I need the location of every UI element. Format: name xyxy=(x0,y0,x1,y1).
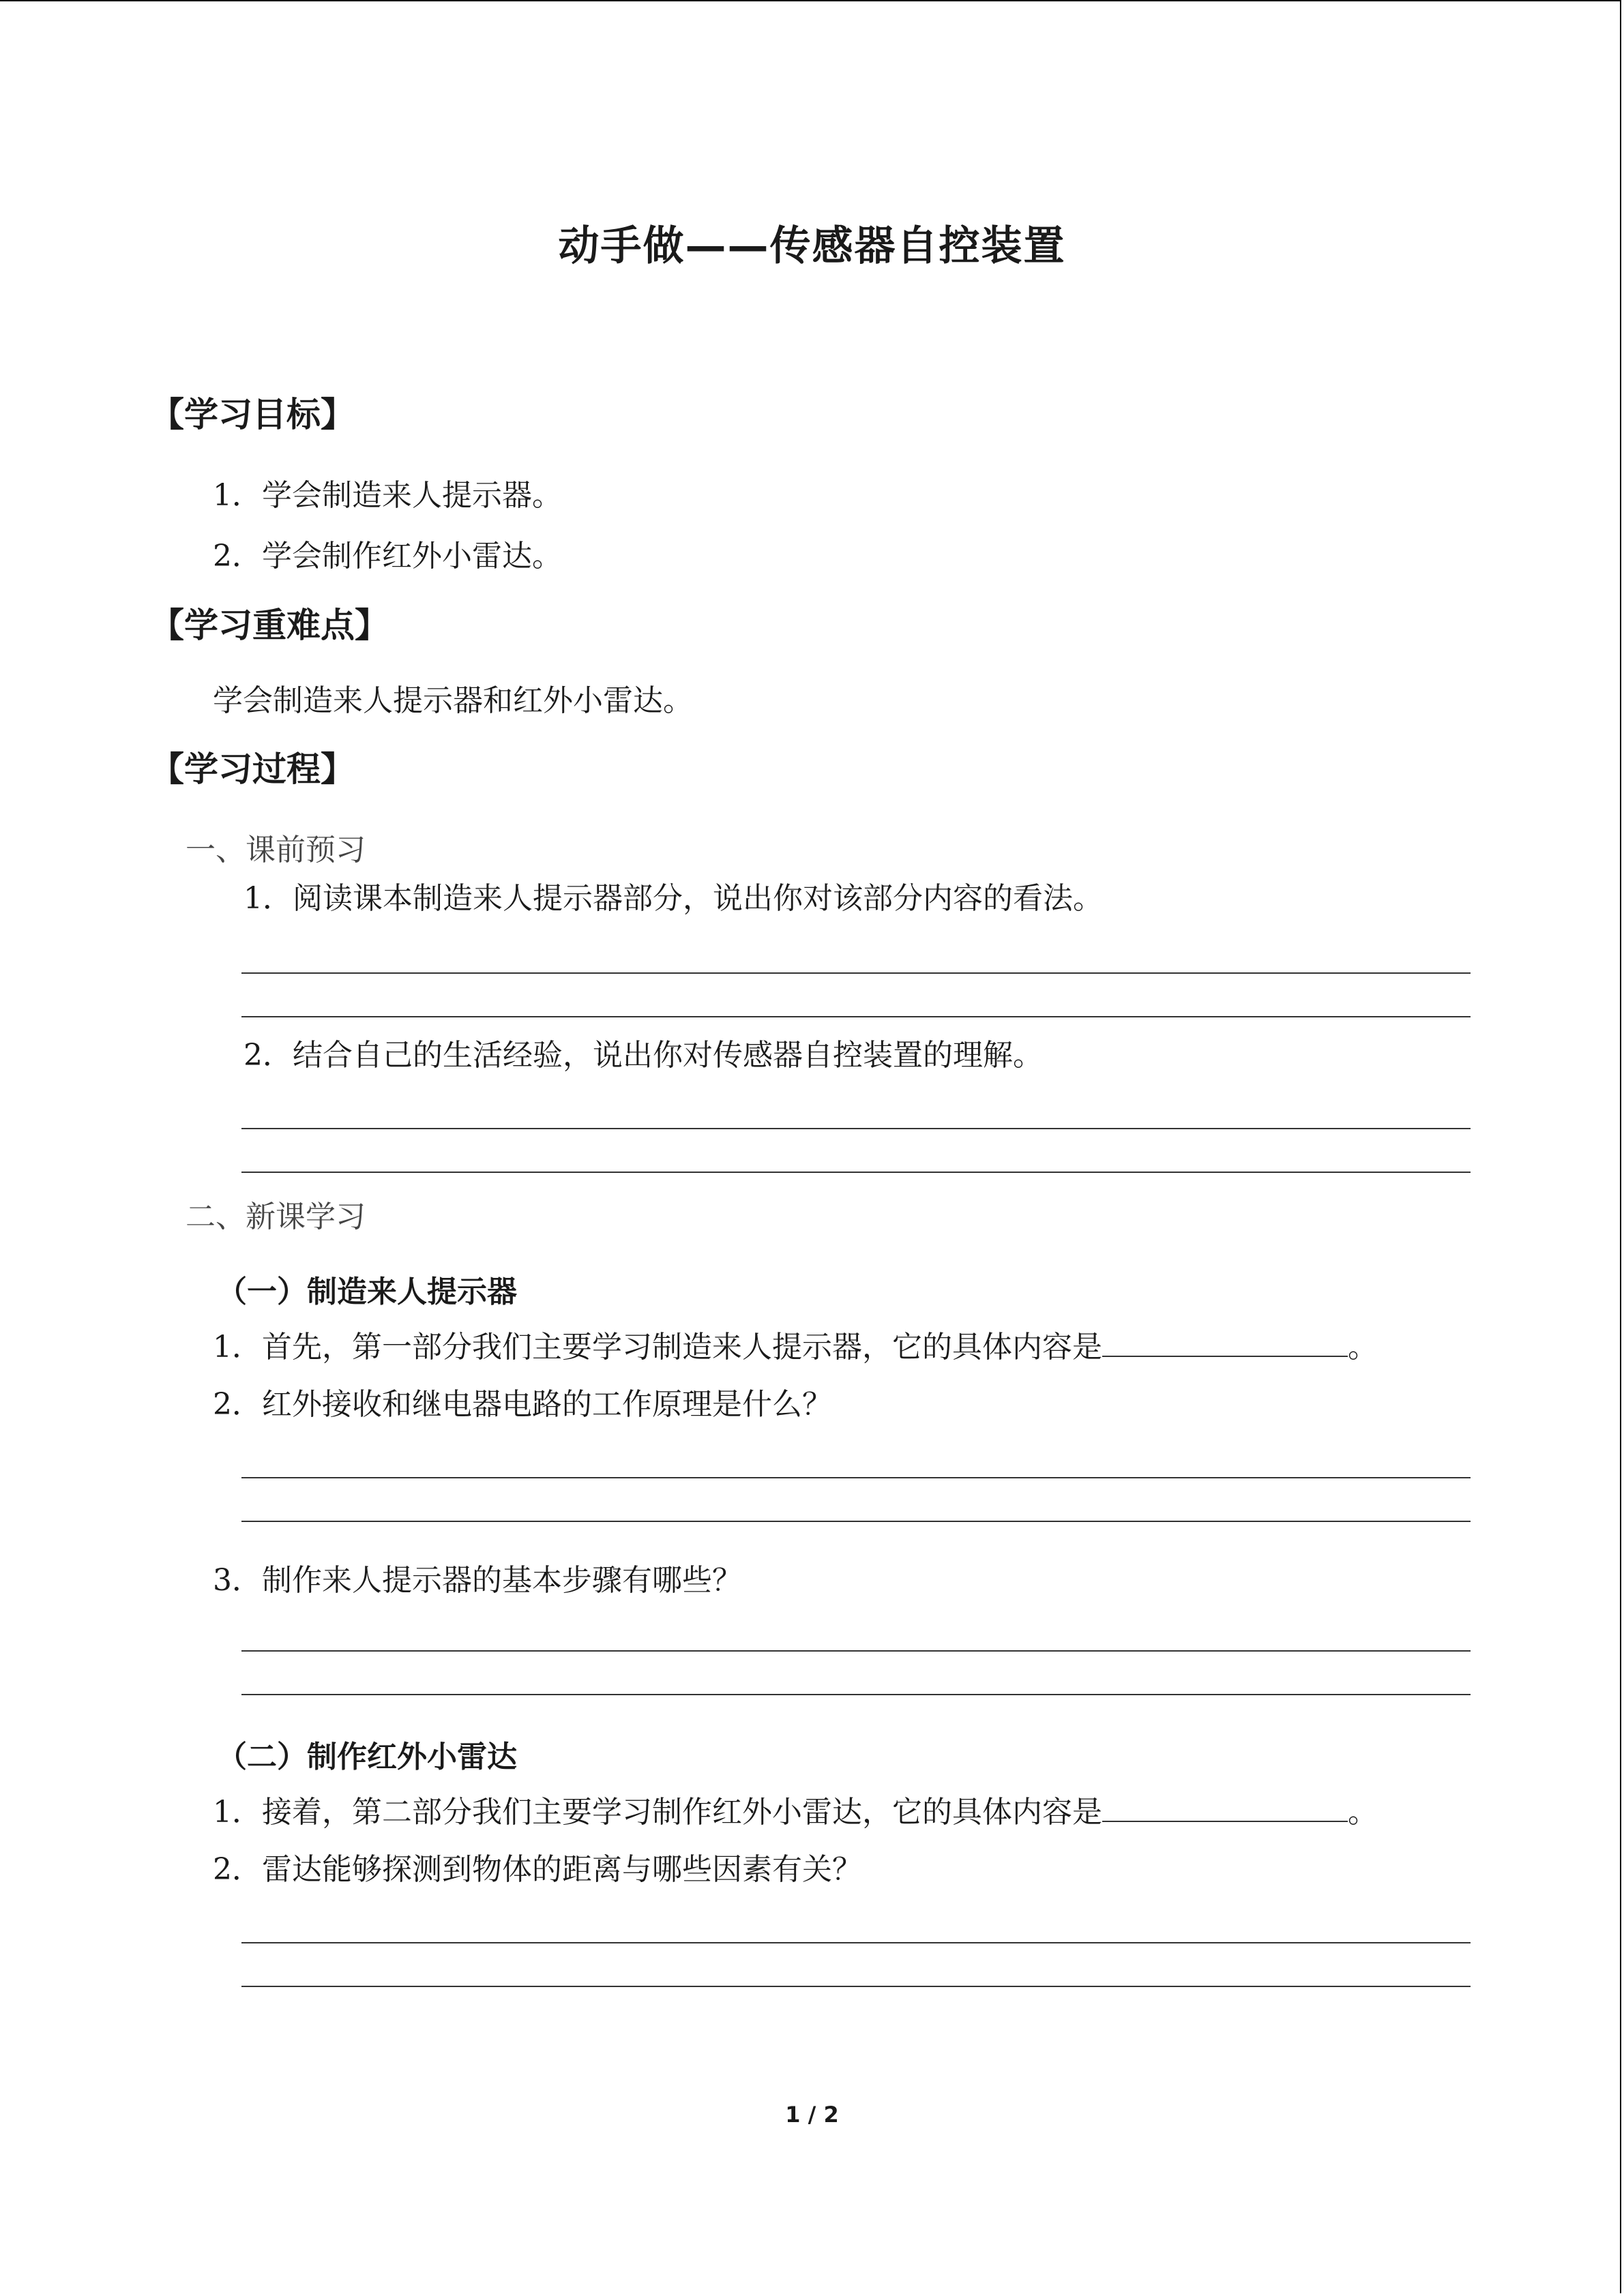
part2-question-2: 2．雷达能够探测到物体的距离与哪些因素有关？ xyxy=(213,1852,862,1887)
answer-line[interactable] xyxy=(241,1128,1471,1129)
part1-question-3: 3．制作来人提示器的基本步骤有哪些？ xyxy=(213,1563,742,1598)
key-points-text: 学会制造来人提示器和红外小雷达。 xyxy=(213,683,693,718)
answer-line[interactable] xyxy=(241,1986,1471,1987)
goal-item-2: 2．学会制作红外小雷达。 xyxy=(213,539,562,573)
key-points-heading: 【学习重难点】 xyxy=(150,606,389,645)
answer-line[interactable] xyxy=(241,1694,1471,1695)
process-heading: 【学习过程】 xyxy=(150,749,355,789)
part1-question-1 xyxy=(213,1326,1378,1368)
goals-heading: 【学习目标】 xyxy=(150,395,355,434)
answer-line[interactable] xyxy=(241,972,1471,974)
part2-question-1-end: 。 xyxy=(1348,1795,1378,1830)
page-title: 动手做——传感器自控装置 xyxy=(558,222,1066,270)
answer-line[interactable] xyxy=(241,1942,1471,1943)
part2-question-1 xyxy=(213,1791,1378,1833)
answer-line[interactable] xyxy=(241,1521,1471,1522)
fill-blank[interactable] xyxy=(1102,1791,1348,1822)
part1-question-2: 2．红外接收和继电器电路的工作原理是什么？ xyxy=(213,1387,832,1422)
goal-item-1: 1．学会制造来人提示器。 xyxy=(213,478,562,513)
part1-question-1-text: 1．首先，第一部分我们主要学习制造来人提示器，它的具体内容是 xyxy=(213,1330,1102,1365)
answer-line[interactable] xyxy=(241,1650,1471,1652)
answer-line[interactable] xyxy=(241,1016,1471,1017)
part1-title: （一）制造来人提示器 xyxy=(217,1274,517,1309)
part2-question-1-text: 1．接着，第二部分我们主要学习制作红外小雷达，它的具体内容是 xyxy=(213,1795,1102,1830)
preview-question-2: 2．结合自己的生活经验，说出你对传感器自控装置的理解。 xyxy=(243,1038,1043,1073)
part1-question-1-end: 。 xyxy=(1348,1330,1378,1365)
fill-blank[interactable] xyxy=(1102,1326,1348,1357)
answer-line[interactable] xyxy=(241,1172,1471,1173)
preview-question-1: 1．阅读课本制造来人提示器部分，说出你对该部分内容的看法。 xyxy=(243,881,1103,916)
new-lesson-label: 二、新课学习 xyxy=(186,1199,366,1234)
preview-label: 一、课前预习 xyxy=(186,833,366,867)
page-number: 1 / 2 xyxy=(785,2102,839,2128)
answer-line[interactable] xyxy=(241,1477,1471,1478)
part2-title: （二）制作红外小雷达 xyxy=(217,1740,517,1774)
